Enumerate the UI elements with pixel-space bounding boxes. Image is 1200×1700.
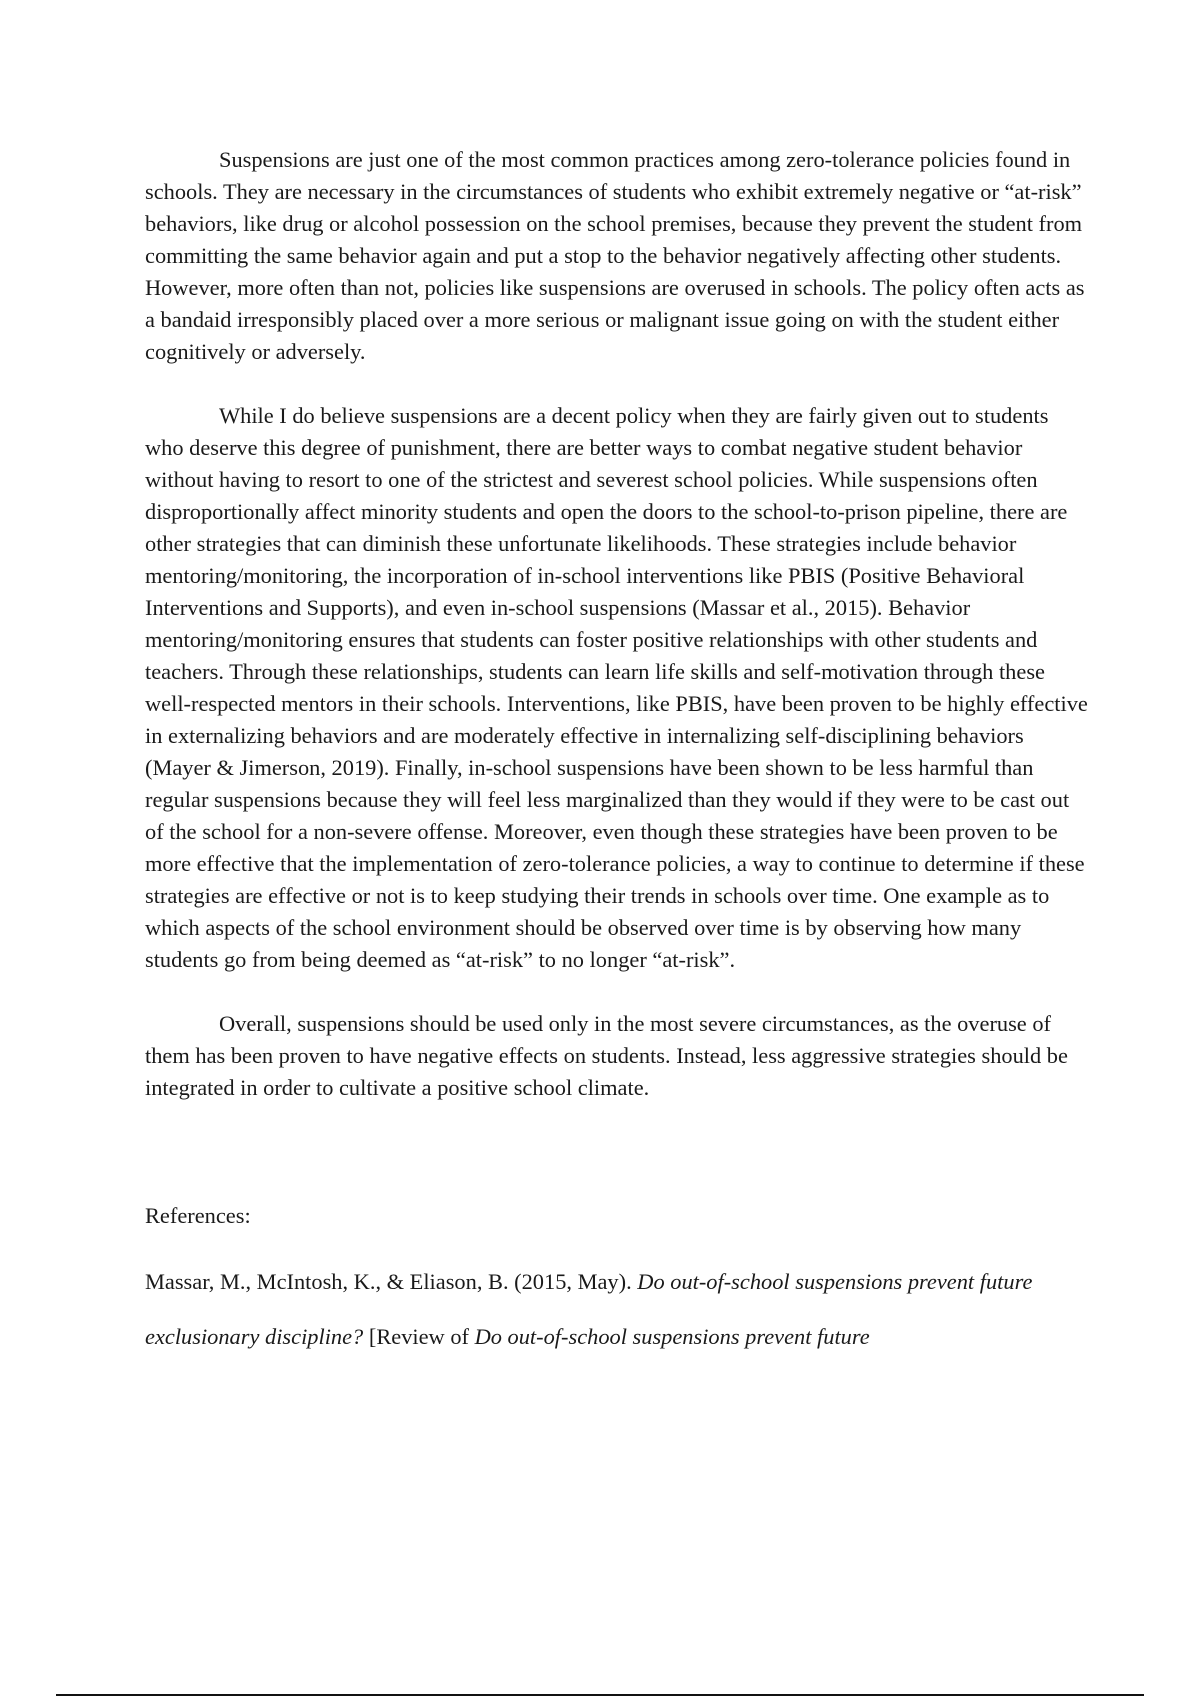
reference-review-prefix: [Review of — [363, 1324, 475, 1349]
reference-authors: Massar, M., McIntosh, K., & Eliason, B. (2015, May). — [145, 1269, 638, 1294]
paragraph-3: Overall, suspensions should be used only in the most severe circumstances, as the overuse of them has been proven to have negative effects on students. Instead, less aggressive strategies should be integrated in order to cultivate a positive school climate. — [145, 1011, 1068, 1100]
paragraph-1: Suspensions are just one of the most common practices among zero-tolerance policies found in schools. They are necessary in the circumstances of students who exhibit extremely negative or “at-risk” behaviors, like drug or alcohol possession on the school premises, because they prevent the student from committing the same behavior again and put a stop to the behavior negatively affecting other students. However, more often than not, policies like suspensions are overused in schools. The policy often acts as a bandaid irresponsibly placed over a more serious or malignant issue going on with the student either cognitively or adversely. — [145, 147, 1085, 364]
reference-entry — [145, 1254, 1090, 1364]
document-body — [145, 144, 1090, 1364]
bottom-rule — [56, 1694, 1144, 1696]
reference-review-title: Do out-of-school suspensions prevent future — [474, 1324, 870, 1349]
references-heading: References: — [145, 1203, 251, 1228]
reference-title: Do out-of-school suspensions prevent future exclusionary discipline? — [145, 1269, 1033, 1349]
paragraph-2: While I do believe suspensions are a decent policy when they are fairly given out to students who deserve this degree of punishment, there are better ways to combat negative student behavior without having to resort to one of the strictest and severest school policies. While suspensions often disproportionally affect minority students and open the doors to the school-to-prison pipeline, there are other strategies that can diminish these unfortunate likelihoods. These strategies include behavior mentoring/monitoring, the incorporation of in-school interventions like PBIS (Positive Behavioral Interventions and Supports), and even in-school suspensions (Massar et al., 2015). Behavior mentoring/monitoring ensures that students can foster positive relationships with other students and teachers. Through these relationships, students can learn life skills and self-motivation through these well-respected mentors in their schools. Interventions, like PBIS, have been proven to be highly effective in externalizing behaviors and are moderately effective in internalizing self-disciplining behaviors (Mayer & Jimerson, 2019). Finally, in-school suspensions have been shown to be less harmful than regular suspensions because they will feel less marginalized than they would if they were to be cast out of the school for a non-severe offense. Moreover, even though these strategies have been proven to be more effective that the implementation of zero-tolerance policies, a way to continue to determine if these strategies are effective or not is to keep studying their trends in schools over time. One example as to which aspects of the school environment should be observed over time is by observing how many students go from being deemed as “at-risk” to no longer “at-risk”. — [145, 403, 1088, 972]
